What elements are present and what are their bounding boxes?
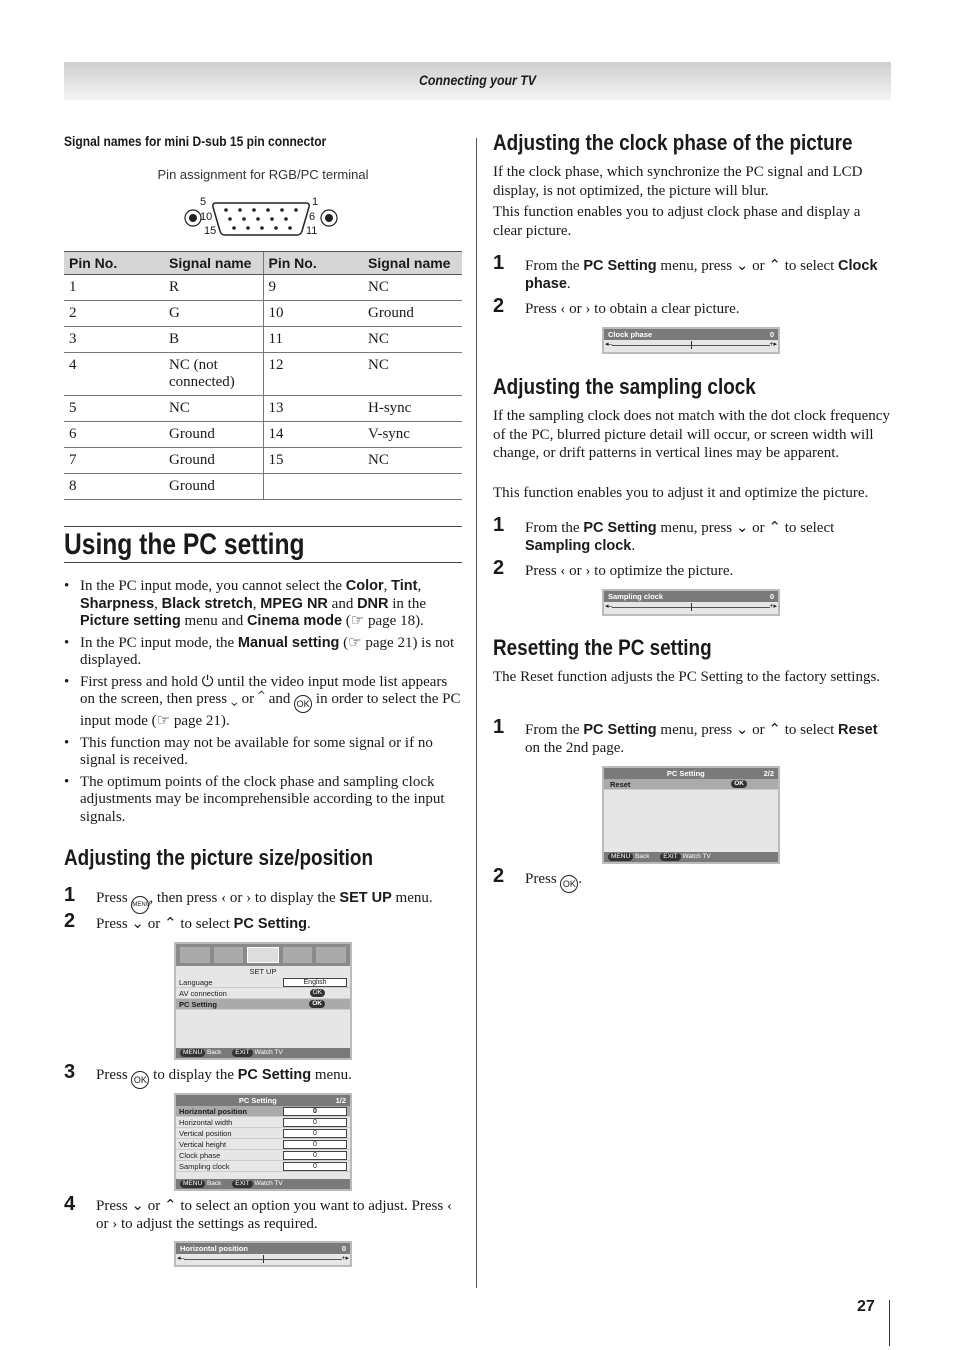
table-cell: NC — [363, 353, 462, 396]
setup-menu-icons — [176, 944, 350, 966]
step-number: 1 — [493, 514, 505, 536]
picture-tab-icon — [180, 947, 210, 963]
list-item: • First press and hold ⏻ until the video input mode list appears on the screen, then press ⌄ or ⌃ and OK in order to select the PC input mode (☞ page 21). — [64, 674, 462, 731]
down-arrow-icon: ⌄ — [735, 258, 749, 274]
col-header: Signal name — [164, 252, 263, 275]
connector-label-11: 11 — [306, 225, 318, 237]
slider-indicator — [691, 341, 692, 349]
ok-button-icon: OK — [560, 875, 578, 893]
table-cell: R — [164, 275, 263, 301]
sampling-clock-slider: Sampling clock 0 ◂– +▸ — [602, 589, 780, 616]
menu-row-pc-setting: PC Setting OK — [176, 999, 350, 1010]
step-text: From the PC Setting menu, press ⌄ or ⌃ to select Sampling clock. — [525, 520, 835, 554]
ok-button-icon: OK — [294, 695, 312, 713]
right-arrow-icon: › — [585, 563, 591, 579]
left-arrow-icon: ‹ — [560, 563, 566, 579]
table-cell: 13 — [263, 396, 363, 422]
left-arrow-icon: ‹ — [560, 301, 566, 317]
left-arrow-icon: ‹ — [446, 1198, 452, 1214]
step-number: 3 — [64, 1061, 76, 1083]
table-cell: 6 — [64, 422, 164, 448]
table-cell: 9 — [263, 275, 363, 301]
setup-menu-title: SET UP — [249, 967, 277, 976]
connector-label-5: 5 — [200, 196, 207, 208]
step-number: 2 — [493, 865, 505, 887]
pin-caption: Pin assignment for RGB/PC terminal — [157, 167, 369, 182]
table-row — [64, 327, 462, 353]
plus-icon: +▸ — [769, 603, 777, 610]
up-arrow-icon: ⌃ — [257, 691, 265, 707]
step-number: 1 — [64, 884, 76, 906]
connector-label-1: 1 — [312, 196, 319, 208]
down-arrow-icon: ⌄ — [131, 916, 144, 932]
table-cell: NC (not connected) — [164, 353, 263, 396]
table-cell: H-sync — [363, 396, 462, 422]
slider-indicator — [691, 603, 692, 611]
down-arrow-icon: ⌄ — [230, 691, 238, 707]
column-divider — [476, 138, 477, 1288]
step-text: Press ⌄ or ⌃ to select PC Setting. — [96, 916, 311, 932]
table-cell: NC — [363, 327, 462, 353]
step-number: 2 — [493, 557, 505, 579]
plus-icon: +▸ — [341, 1255, 349, 1262]
table-cell: 8 — [64, 474, 164, 500]
table-cell: 2 — [64, 301, 164, 327]
timer-tab-icon — [283, 947, 313, 963]
input-source-icon: ⏻ — [201, 673, 214, 690]
table-cell: B — [164, 327, 263, 353]
sampling-clock-paragraph: This function enables you to adjust it and optimize the picture. — [493, 485, 869, 501]
step-text: Press OK . — [525, 870, 891, 893]
right-arrow-icon: › — [246, 890, 252, 906]
up-arrow-icon: ⌃ — [164, 1198, 177, 1214]
table-cell: 5 — [64, 396, 164, 422]
table-cell: 1 — [64, 275, 164, 301]
tools-tab-icon — [316, 947, 346, 963]
table-cell: NC — [164, 396, 263, 422]
table-cell: Ground — [363, 301, 462, 327]
connector-label-10: 10 — [200, 211, 213, 223]
horizontal-position-slider: Horizontal position 0 ◂– +▸ — [174, 1241, 352, 1267]
page-number-rule — [889, 1300, 890, 1346]
section-rule-bottom — [64, 562, 462, 563]
sampling-clock-paragraph: If the sampling clock does not match with the dot clock frequency of the PC, blurred picture detail will occur, or screen width will change, or drift patterns in vertical lines may be apparent. — [493, 408, 890, 461]
up-arrow-icon: ⌃ — [768, 722, 781, 738]
menu-row-av-connection: AV connection OK — [176, 988, 350, 999]
menu-row: Horizontal width 0 — [176, 1117, 350, 1128]
down-arrow-icon: ⌄ — [131, 1198, 144, 1214]
col-header: Pin No. — [263, 252, 363, 275]
osd-footer: MENU Back EXIT Watch TV — [176, 1048, 350, 1058]
osd-footer: MENU Back EXIT Watch TV — [604, 852, 778, 862]
up-arrow-icon: ⌃ — [768, 258, 781, 274]
table-cell — [363, 474, 462, 500]
reset-paragraph: The Reset function adjusts the PC Setting to the factory settings. — [493, 669, 881, 685]
table-row — [64, 275, 462, 301]
step-number: 2 — [493, 295, 505, 317]
list-item: • In the PC input mode, you cannot select the Color, Tint, Sharpness, Black stretch, MPEG NR and DNR in the Picture setting menu and Cinema mode (☞ page 18). — [64, 578, 462, 631]
table-cell — [263, 474, 363, 500]
osd-title-bar: PC Setting 2/2 — [604, 768, 778, 779]
step-number: 1 — [493, 716, 505, 738]
sampling-clock-title: Adjusting the sampling clock — [493, 374, 756, 399]
step-number: 1 — [493, 252, 505, 274]
table-row — [64, 474, 462, 500]
table-cell: 15 — [263, 448, 363, 474]
up-arrow-icon: ⌃ — [164, 916, 177, 932]
step-text: Press ‹ or › to obtain a clear picture. — [525, 301, 740, 317]
menu-row: Vertical height 0 — [176, 1139, 350, 1150]
reset-title: Resetting the PC setting — [493, 635, 712, 660]
table-cell: 7 — [64, 448, 164, 474]
osd-title-bar: PC Setting 1/2 — [176, 1095, 350, 1106]
pin-table-header — [64, 252, 462, 275]
minus-icon: ◂– — [605, 603, 613, 610]
pin-section-heading: Signal names for mini D-sub 15 pin connector — [64, 133, 327, 149]
menu-button-icon: MENU — [131, 896, 149, 914]
table-row — [64, 396, 462, 422]
list-item: • In the PC input mode, the Manual setting (☞ page 21) is not displayed. — [64, 635, 462, 670]
menu-row: Horizontal position 0 — [176, 1106, 350, 1117]
page-number: 27 — [857, 1298, 875, 1315]
step-text: Press ⌄ or ⌃ to select an option you want to adjust. Press ‹ or › to adjust the settings as required. — [96, 1198, 452, 1232]
table-row — [64, 353, 462, 396]
connector-label-6: 6 — [309, 211, 316, 223]
menu-row: Vertical position 0 — [176, 1128, 350, 1139]
sound-tab-icon — [214, 947, 244, 963]
minus-icon: ◂– — [177, 1255, 185, 1262]
picture-size-title: Adjusting the picture size/position — [64, 845, 374, 870]
clock-phase-title: Adjusting the clock phase of the picture — [493, 130, 853, 155]
table-cell: G — [164, 301, 263, 327]
list-item: • This function may not be available for some signal or if no signal is received. — [64, 735, 462, 770]
col-header: Pin No. — [64, 252, 164, 275]
page-ref-icon: ☞ — [348, 634, 362, 651]
up-arrow-icon: ⌃ — [768, 520, 781, 536]
setup-menu-screen — [174, 942, 352, 1060]
table-cell: Ground — [164, 474, 263, 500]
left-arrow-icon: ‹ — [221, 890, 227, 906]
pin-table — [64, 251, 462, 500]
minus-icon: ◂– — [605, 341, 613, 348]
ok-button-icon: OK — [131, 1071, 149, 1089]
section-rule-top — [64, 526, 462, 527]
page-ref-icon: ☞ — [156, 713, 171, 729]
clock-phase-paragraph: If the clock phase, which synchronize the PC signal and LCD display, is not optimized, the picture will blur. — [493, 164, 863, 199]
menu-row-reset: Reset OK — [604, 779, 778, 790]
right-arrow-icon: › — [112, 1216, 118, 1232]
osd-footer: MENU Back EXIT Watch TV — [176, 1179, 350, 1189]
pc-notes-list — [64, 578, 462, 830]
table-cell: V-sync — [363, 422, 462, 448]
plus-icon: +▸ — [769, 341, 777, 348]
step-text: Press ‹ or › to optimize the picture. — [525, 563, 734, 579]
header-title: Connecting your TV — [418, 72, 537, 88]
table-cell: Ground — [164, 422, 263, 448]
table-row — [64, 422, 462, 448]
table-cell: 4 — [64, 353, 164, 396]
setup-tab-icon — [247, 947, 279, 963]
slider-indicator — [263, 1255, 264, 1263]
menu-row: Clock phase 0 — [176, 1150, 350, 1161]
clock-phase-slider: Clock phase 0 ◂– +▸ — [602, 327, 780, 354]
page-ref-icon: ☞ — [350, 613, 365, 629]
table-cell: 3 — [64, 327, 164, 353]
connector-label-15: 15 — [204, 225, 217, 237]
table-row — [64, 448, 462, 474]
table-cell: 10 — [263, 301, 363, 327]
table-cell: NC — [363, 448, 462, 474]
page-header — [64, 62, 891, 100]
down-arrow-icon: ⌄ — [735, 722, 749, 738]
table-cell: 11 — [263, 327, 363, 353]
step-number: 2 — [64, 910, 76, 932]
pc-setting-screen — [174, 1093, 352, 1191]
menu-row: Sampling clock 0 — [176, 1161, 350, 1172]
col-header: Signal name — [363, 252, 462, 275]
step-text: From the PC Setting menu, press ⌄ or ⌃ to select Reset on the 2nd page. — [525, 722, 878, 756]
step-text: Press MENU, then press ‹ or › to display the SET UP menu. — [96, 889, 466, 914]
right-arrow-icon: › — [585, 301, 591, 317]
clock-phase-paragraph: This function enables you to adjust clock phase and display a clear picture. — [493, 204, 861, 239]
using-pc-title: Using the PC setting — [64, 528, 305, 561]
list-item: • The optimum points of the clock phase and sampling clock adjustments may be incomprehensible according to the input signals. — [64, 774, 462, 827]
down-arrow-icon: ⌄ — [735, 520, 749, 536]
step-number: 4 — [64, 1193, 76, 1215]
reset-screen — [602, 766, 780, 864]
step-text: Press OK to display the PC Setting menu. — [96, 1066, 466, 1089]
table-cell: NC — [363, 275, 462, 301]
table-cell: 12 — [263, 353, 363, 396]
table-cell: Ground — [164, 448, 263, 474]
table-cell: 14 — [263, 422, 363, 448]
step-text: From the PC Setting menu, press ⌄ or ⌃ to select Clock phase. — [525, 258, 878, 292]
table-row — [64, 301, 462, 327]
menu-row-language: Language English — [176, 977, 350, 988]
